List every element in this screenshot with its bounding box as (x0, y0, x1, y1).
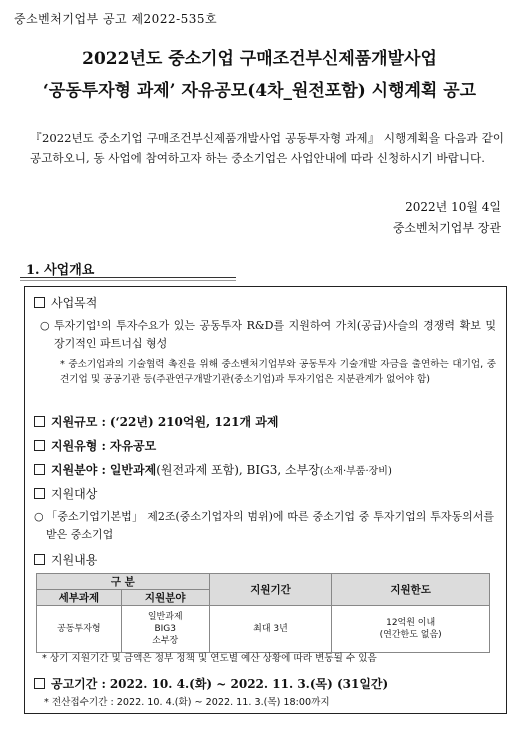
cell-period: 최대 3년 (209, 606, 332, 653)
field-value-detail: (소재·부품·장비) (319, 466, 392, 477)
purpose-row (34, 294, 97, 311)
target-label: 지원대상 (51, 487, 98, 501)
checkbox-square-icon (34, 488, 45, 499)
field-label: 지원분야 : (51, 463, 106, 477)
cell-field-line2: BIG3 (154, 624, 176, 634)
checkbox-square-icon (34, 416, 45, 427)
checkbox-square-icon (34, 440, 45, 451)
table-header-field: 지원분야 (121, 590, 209, 606)
section-underline-thin (20, 280, 236, 281)
type-label: 지원유형 : (51, 439, 106, 453)
scale-row (34, 413, 278, 430)
content-row (34, 551, 97, 568)
target-row (34, 485, 97, 502)
period-label: 공고기간 : (51, 677, 106, 691)
bullet-circle-icon: ○ (34, 510, 44, 523)
support-table (36, 573, 490, 653)
table-row (37, 606, 490, 653)
page-title-line2: ‘공동투자형 과제’ 자유공모(4차_원전포함) 시행계획 공고 (42, 81, 477, 101)
checkbox-square-icon (34, 678, 45, 689)
type-value: 자유공모 (109, 439, 157, 453)
table-header-subtask: 세부과제 (37, 590, 122, 606)
period-note: * 전산접수기간 : 2022. 10. 4.(화) ~ 2022. 11. 3.(목) 18:00까지 (44, 697, 330, 708)
bullet-circle-icon: ○ (40, 319, 50, 332)
checkbox-square-icon (34, 464, 45, 475)
section-heading: 1. 사업개요 (26, 263, 95, 278)
type-row (34, 437, 156, 454)
field-value-general: 일반과제 (109, 463, 157, 477)
field-row (34, 461, 392, 478)
period-value: 2022. 10. 4.(화) ~ 2022. 11. 3.(목) (31일간) (109, 677, 389, 691)
purpose-label: 사업목적 (51, 296, 98, 310)
cell-subtask: 공동투자형 (37, 606, 122, 653)
table-header-period: 지원기간 (209, 574, 332, 606)
intro-paragraph: 『2022년도 중소기업 구매조건부신제품개발사업 공동투자형 과제』 시행계획을 다음과 같이 공고하오니, 동 사업에 참여하고자 하는 중소기업은 사업안내에 따라 신청하시기 바랍니다. (30, 131, 504, 165)
checkbox-square-icon (34, 554, 45, 565)
target-text: 「중소기업기본법」 제2조(중소기업자의 범위)에 따른 중소기업 중 투자기업의 투자동의서를 받은 중소기업 (46, 510, 494, 541)
content-note: * 상기 지원기간 및 금액은 정부 정책 및 연도별 예산 상황에 따라 변동될 수 있음 (42, 653, 377, 664)
scale-label: 지원규모 : (51, 415, 106, 429)
period-row (34, 675, 388, 692)
cell-limit-line2: (연간한도 없음) (379, 630, 442, 640)
cell-field (121, 606, 209, 653)
checkbox-square-icon (34, 297, 45, 308)
section-underline (20, 277, 236, 278)
page-title-line1: 2022년도 중소기업 구매조건부신제품개발사업 (82, 49, 437, 69)
scale-value: (‘22년) 210억원, 121개 과제 (109, 415, 279, 429)
issuer: 중소벤처기업부 장관 (392, 221, 501, 235)
notice-date: 2022년 10월 4일 (405, 200, 501, 214)
notice-number: 중소벤처기업부 공고 제2022-535호 (14, 12, 218, 26)
purpose-text: 투자기업¹의 투자수요가 있는 공동투자 R&D를 지원하여 가치(공급)사슬의 경쟁력 확보 및 장기적인 파트너십 형성 (54, 319, 496, 350)
content-label: 지원내용 (51, 553, 98, 567)
cell-limit-line1: 12억원 이내 (386, 618, 436, 628)
cell-field-line3: 소부장 (152, 636, 179, 646)
table-header-group: 구 분 (37, 574, 210, 590)
purpose-note: * 중소기업과의 기술협력 촉진을 위해 중소벤처기업부와 공동투자 기술개발 자금을 출연하는 대기업, 중견기업 및 공공기관 등(주관연구개발기관(중소기업)과 투자기업은 지분관계가 없어야 함) (60, 359, 496, 385)
cell-field-line1: 일반과제 (147, 612, 183, 622)
cell-limit (332, 606, 490, 653)
field-value-list: (원전과제 포함), BIG3, 소부장 (156, 463, 320, 477)
table-header-limit: 지원한도 (332, 574, 490, 606)
